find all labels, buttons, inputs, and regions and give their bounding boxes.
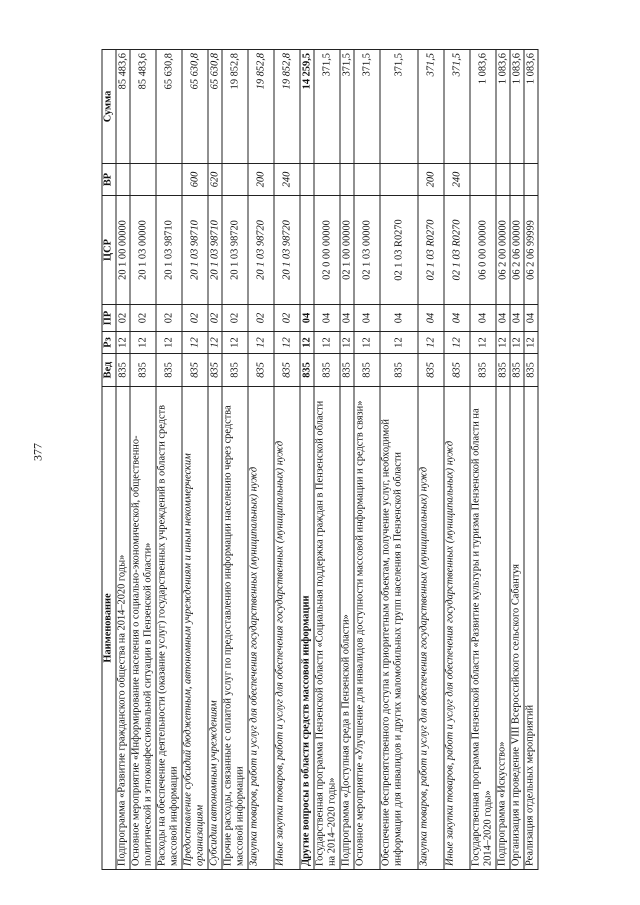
- cell-csr: 20 1 03 98720: [248, 196, 274, 305]
- cell-rz: 12: [130, 332, 156, 354]
- col-header-sum: Сумма: [102, 50, 116, 164]
- cell-csr: 06 2 06 00000: [510, 196, 524, 305]
- cell-csr: 20 1 03 98710: [208, 196, 222, 305]
- cell-ved: 835: [496, 354, 510, 387]
- cell-csr: 02 1 03 R0270: [380, 196, 418, 305]
- cell-ved: 835: [510, 354, 524, 387]
- table-row: [340, 50, 354, 870]
- table-row: [418, 50, 444, 870]
- cell-name: Реализация отдельных мероприятий: [524, 387, 538, 870]
- budget-table-container: [102, 50, 539, 870]
- cell-ved: 835: [300, 354, 314, 387]
- cell-sum: 371,5: [380, 50, 418, 164]
- table-row: [470, 50, 496, 870]
- cell-vr: [222, 164, 248, 196]
- cell-pr: 02: [130, 305, 156, 332]
- col-header-pr: ПР: [102, 305, 116, 332]
- cell-vr: [156, 164, 182, 196]
- cell-name: Расходы на обеспечение деятельности (оказание услуг) государственных учреждений в области средств массовой информации: [156, 387, 182, 870]
- cell-csr: 20 1 03 00000: [130, 196, 156, 305]
- cell-rz: 12: [380, 332, 418, 354]
- cell-rz: 12: [274, 332, 300, 354]
- cell-rz: 12: [444, 332, 470, 354]
- cell-csr: 02 0 00 00000: [314, 196, 340, 305]
- table-row: [130, 50, 156, 870]
- cell-ved: 835: [444, 354, 470, 387]
- cell-name: Подпрограмма «Искусство»: [496, 387, 510, 870]
- cell-pr: 04: [340, 305, 354, 332]
- cell-vr: [130, 164, 156, 196]
- cell-pr: 02: [116, 305, 130, 332]
- table-row: [300, 50, 314, 870]
- cell-csr: 20 1 03 98710: [156, 196, 182, 305]
- cell-name: Подпрограмма «Развитие гражданского общества на 2014–2020 годы»: [116, 387, 130, 870]
- cell-name: Субсидии автономным учреждениям: [208, 387, 222, 870]
- table-row: [524, 50, 538, 870]
- cell-rz: 12: [222, 332, 248, 354]
- cell-csr: 06 0 00 00000: [470, 196, 496, 305]
- table-row: [182, 50, 208, 870]
- cell-csr: 02 1 03 R0270: [418, 196, 444, 305]
- cell-name: Основное мероприятие «Улучшение для инвалидов доступности массовой информации и средств связи»: [354, 387, 380, 870]
- cell-name: Подпрограмма «Доступная среда в Пензенской области»: [340, 387, 354, 870]
- cell-sum: 85 483,6: [116, 50, 130, 164]
- cell-pr: 04: [300, 305, 314, 332]
- cell-ved: 835: [314, 354, 340, 387]
- cell-ved: 835: [380, 354, 418, 387]
- cell-pr: 04: [380, 305, 418, 332]
- cell-pr: 02: [182, 305, 208, 332]
- table-row: [156, 50, 182, 870]
- cell-ved: 835: [248, 354, 274, 387]
- cell-sum: 65 630,8: [182, 50, 208, 164]
- cell-sum: 14 259,5: [300, 50, 314, 164]
- cell-rz: 12: [354, 332, 380, 354]
- cell-name: Организация и проведение VIII Всероссийского сельского Сабантуя: [510, 387, 524, 870]
- cell-ved: 835: [354, 354, 380, 387]
- cell-csr: 20 1 00 00000: [116, 196, 130, 305]
- cell-rz: 12: [300, 332, 314, 354]
- table-row: [444, 50, 470, 870]
- cell-vr: [470, 164, 496, 196]
- table-row: [274, 50, 300, 870]
- cell-csr: 06 2 06 99999: [524, 196, 538, 305]
- table-row: [496, 50, 510, 870]
- cell-pr: 02: [208, 305, 222, 332]
- cell-pr: 02: [156, 305, 182, 332]
- cell-csr: 06 2 00 00000: [496, 196, 510, 305]
- cell-sum: 371,5: [340, 50, 354, 164]
- cell-vr: [340, 164, 354, 196]
- col-header-rz: Рз: [102, 332, 116, 354]
- cell-pr: 04: [496, 305, 510, 332]
- cell-vr: 240: [274, 164, 300, 196]
- cell-pr: 04: [314, 305, 340, 332]
- cell-ved: 835: [156, 354, 182, 387]
- table-row: [208, 50, 222, 870]
- cell-name: Основное мероприятие «Информирование населения о социально-экономической, общественно-политической и этноконфессиональной ситуации в Пензенской области»: [130, 387, 156, 870]
- cell-csr: 20 1 03 98720: [222, 196, 248, 305]
- col-header-csr: ЦСР: [102, 196, 116, 305]
- cell-pr: 04: [524, 305, 538, 332]
- cell-ved: 835: [130, 354, 156, 387]
- col-header-ved: Вед: [102, 354, 116, 387]
- cell-rz: 12: [418, 332, 444, 354]
- cell-sum: 1 083,6: [510, 50, 524, 164]
- cell-sum: 371,5: [418, 50, 444, 164]
- cell-csr: 02 1 03 R0270: [444, 196, 470, 305]
- table-body: [116, 50, 538, 870]
- cell-name: Государственная программа Пензенской области «Социальная поддержка граждан в Пензенской области на 2014–2020 годы»: [314, 387, 340, 870]
- cell-pr: 04: [510, 305, 524, 332]
- cell-sum: 371,5: [354, 50, 380, 164]
- cell-vr: 200: [248, 164, 274, 196]
- cell-name: Иные закупки товаров, работ и услуг для обеспечения государственных (муниципальных) нужд: [274, 387, 300, 870]
- cell-rz: 12: [496, 332, 510, 354]
- cell-sum: 19 852,8: [222, 50, 248, 164]
- table-row: [354, 50, 380, 870]
- cell-rz: 12: [156, 332, 182, 354]
- cell-vr: [524, 164, 538, 196]
- cell-vr: [380, 164, 418, 196]
- cell-ved: 835: [340, 354, 354, 387]
- col-header-vr: ВР: [102, 164, 116, 196]
- cell-name: Закупка товаров, работ и услуг для обеспечения государственных (муниципальных) нужд: [248, 387, 274, 870]
- table-header: [102, 50, 116, 870]
- cell-rz: 12: [470, 332, 496, 354]
- table-row: [314, 50, 340, 870]
- cell-csr: 02 1 03 00000: [354, 196, 380, 305]
- cell-vr: [314, 164, 340, 196]
- cell-name: Закупка товаров, работ и услуг для обеспечения государственных (муниципальных) нужд: [418, 387, 444, 870]
- cell-pr: 04: [444, 305, 470, 332]
- cell-sum: 85 483,6: [130, 50, 156, 164]
- cell-rz: 12: [116, 332, 130, 354]
- cell-sum: 65 630,8: [156, 50, 182, 164]
- cell-name: Другие вопросы в области средств массовой информации: [300, 387, 314, 870]
- cell-vr: [354, 164, 380, 196]
- cell-rz: 12: [314, 332, 340, 354]
- cell-sum: 1 083,6: [470, 50, 496, 164]
- budget-table: [102, 49, 539, 870]
- table-row: [380, 50, 418, 870]
- page-number: 377: [30, 443, 45, 461]
- cell-pr: 02: [274, 305, 300, 332]
- cell-pr: 02: [222, 305, 248, 332]
- cell-vr: [510, 164, 524, 196]
- cell-ved: 835: [470, 354, 496, 387]
- col-header-name: Наименование: [102, 387, 116, 870]
- table-row: [248, 50, 274, 870]
- cell-ved: 835: [208, 354, 222, 387]
- cell-rz: 12: [208, 332, 222, 354]
- cell-name: Государственная программа Пензенской области «Развитие культуры и туризма Пензенской области на 2014–2020 годы»: [470, 387, 496, 870]
- cell-pr: 04: [354, 305, 380, 332]
- cell-sum: 1 083,6: [524, 50, 538, 164]
- cell-ved: 835: [418, 354, 444, 387]
- cell-ved: 835: [524, 354, 538, 387]
- cell-ved: 835: [116, 354, 130, 387]
- cell-ved: 835: [274, 354, 300, 387]
- cell-name: Прочие расходы, связанные с оплатой услуг по предоставлению информации населению через средства массовой информации: [222, 387, 248, 870]
- table-row: [510, 50, 524, 870]
- cell-name: Предоставление субсидий бюджетным, автономным учреждениям и иным некоммерческим организациям: [182, 387, 208, 870]
- cell-csr: 20 1 03 98710: [182, 196, 208, 305]
- cell-csr: 20 1 03 98720: [274, 196, 300, 305]
- cell-pr: 04: [418, 305, 444, 332]
- cell-sum: 371,5: [444, 50, 470, 164]
- cell-vr: 600: [182, 164, 208, 196]
- cell-rz: 12: [182, 332, 208, 354]
- cell-vr: 240: [444, 164, 470, 196]
- cell-name: Иные закупки товаров, работ и услуг для обеспечения государственных (муниципальных) нужд: [444, 387, 470, 870]
- table-row: [116, 50, 130, 870]
- cell-vr: [496, 164, 510, 196]
- cell-csr: [300, 196, 314, 305]
- cell-ved: 835: [222, 354, 248, 387]
- table-row: [222, 50, 248, 870]
- cell-vr: 620: [208, 164, 222, 196]
- cell-pr: 02: [248, 305, 274, 332]
- cell-rz: 12: [248, 332, 274, 354]
- cell-rz: 12: [524, 332, 538, 354]
- cell-vr: [300, 164, 314, 196]
- cell-vr: 200: [418, 164, 444, 196]
- cell-vr: [116, 164, 130, 196]
- cell-sum: 65 630,8: [208, 50, 222, 164]
- cell-sum: 371,5: [314, 50, 340, 164]
- cell-ved: 835: [182, 354, 208, 387]
- cell-csr: 02 1 00 00000: [340, 196, 354, 305]
- cell-sum: 1 083,6: [496, 50, 510, 164]
- cell-pr: 04: [470, 305, 496, 332]
- cell-rz: 12: [510, 332, 524, 354]
- cell-rz: 12: [340, 332, 354, 354]
- cell-sum: 19 852,8: [274, 50, 300, 164]
- cell-sum: 19 852,8: [248, 50, 274, 164]
- cell-name: Обеспечение беспрепятственного доступа к приоритетным объектам, получение услуг, необходимой информации для инвалидов и других маломобильных групп населения в Пензенской области: [380, 387, 418, 870]
